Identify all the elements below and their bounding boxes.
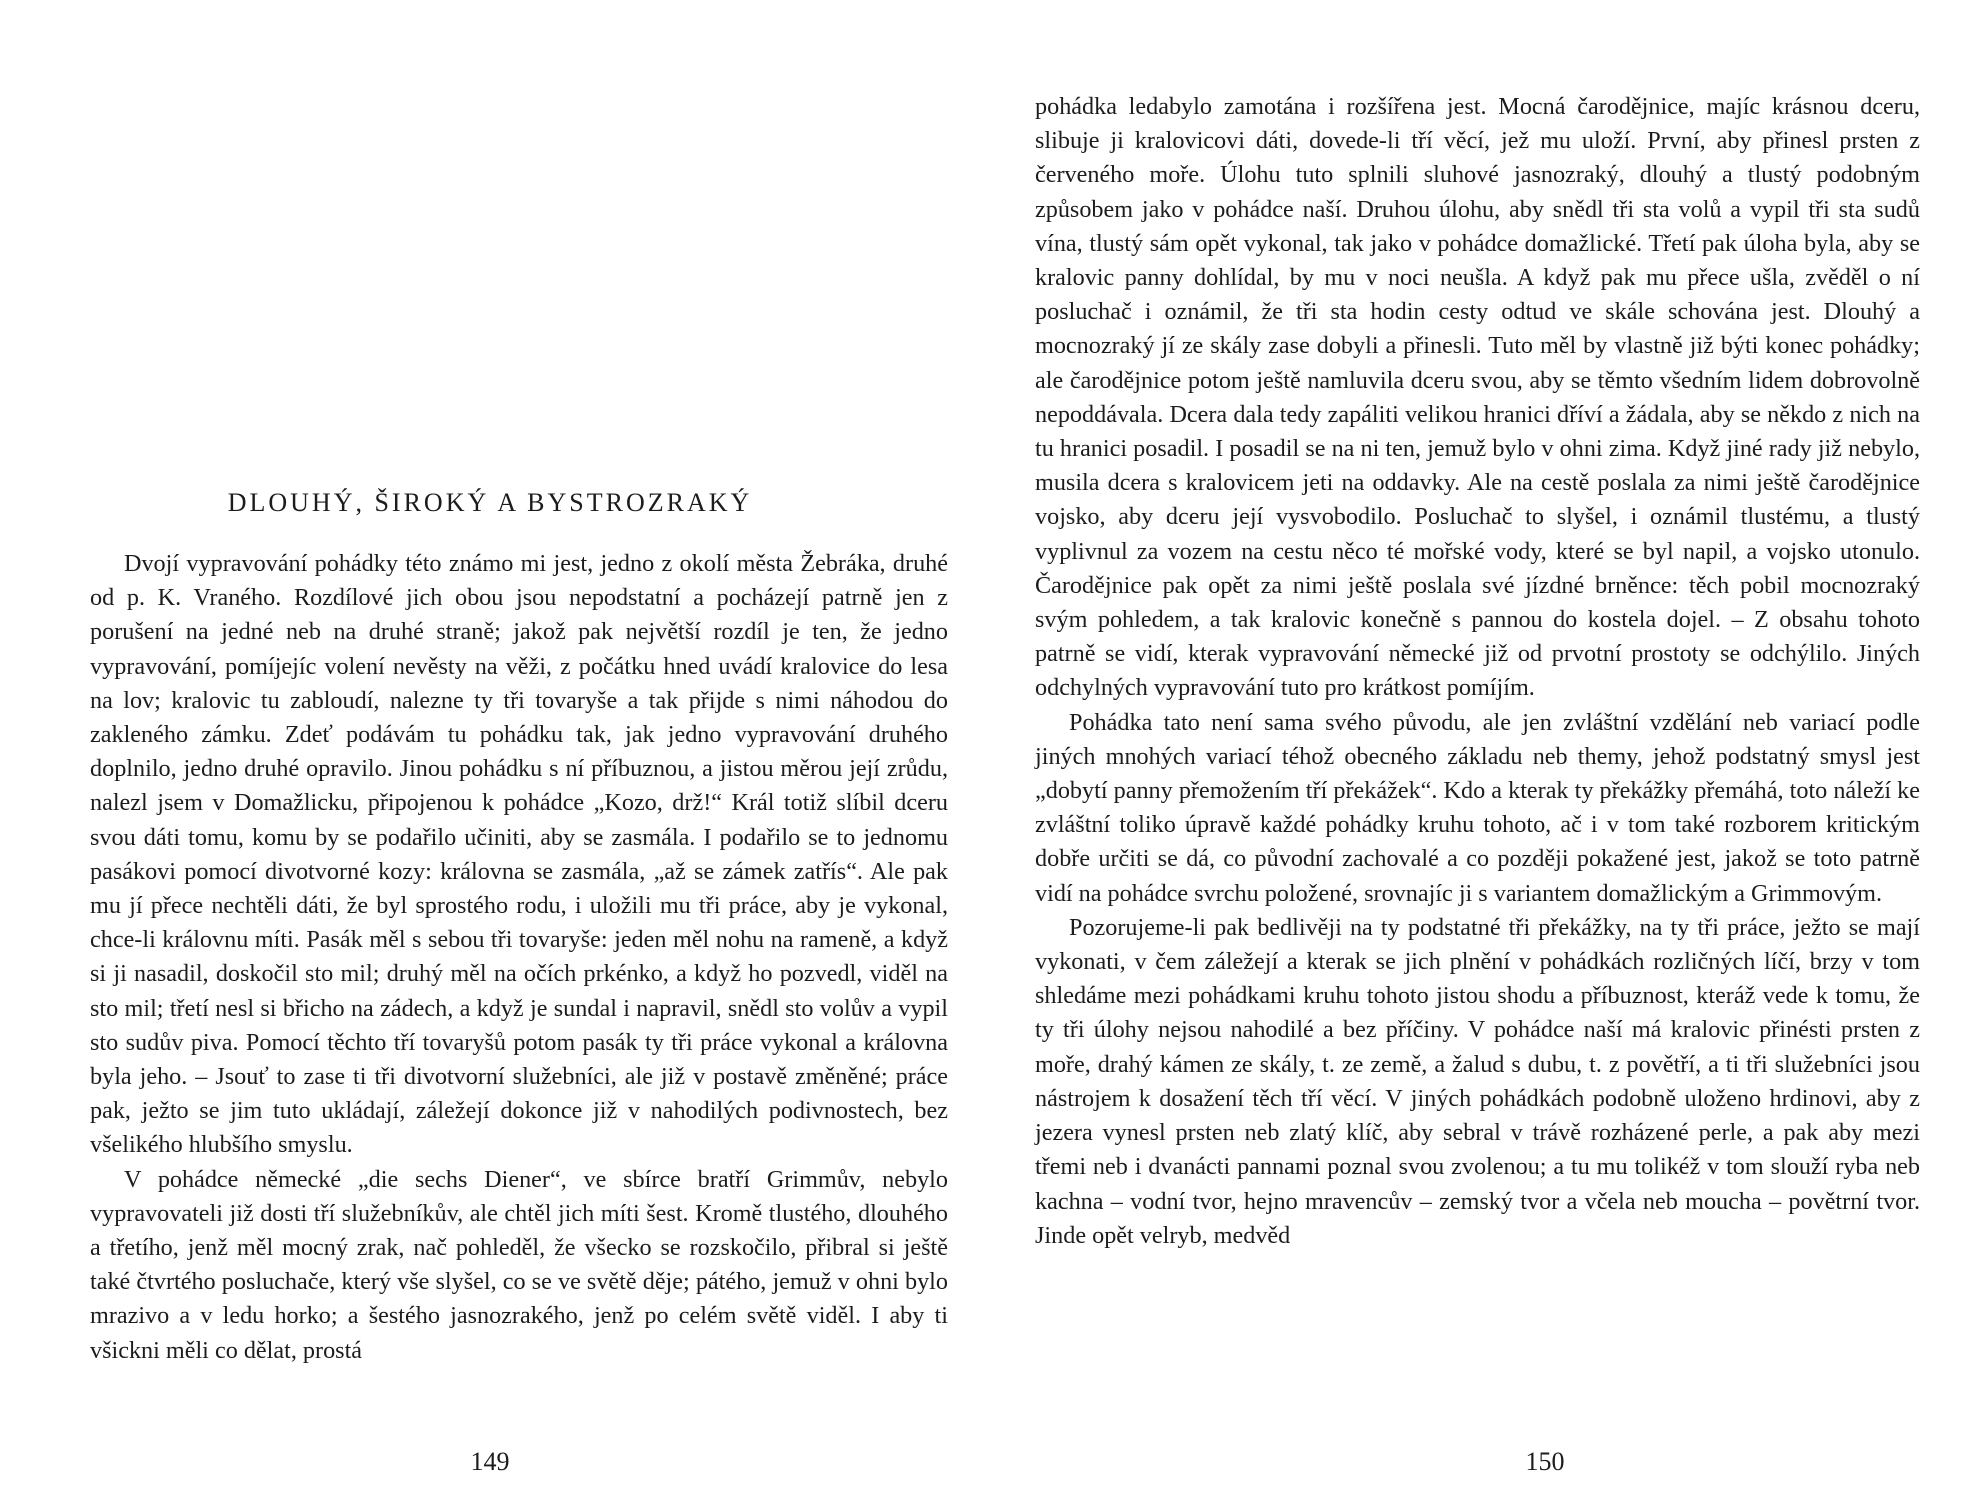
page-number: 149 bbox=[470, 1447, 510, 1476]
paragraph: Dvojí vypravování pohádky této známo mi jest, jedno z okolí města Žebráka, druhé od p. K. Vraného. Rozdílové jich obou jsou nepodstatní a pocházejí patrně jen z porušení na jedné neb na druhé straně; jakož pak největší rozdíl je ten, že jedno vypravování, pomíjejíc volení nevěsty na věži, z počátku hned uvádí kralovice do lesa na lov; kralovic tu zabloudí, nalezne ty tři tovaryše a tak přijde s nimi náhodou do zakleného zámku. Zdeť podávám tu pohádku tak, jak jedno vypravování druhého doplnilo, jedno druhé opravilo. Jinou pohádku s ní příbuznou, a jistou měrou její zrůdu, nalezl jsem v Domažlicku, připojenou k pohádce „Kozo, drž!“ Král totiž slíbil dceru svou dáti tomu, komu by se podařilo učiniti, aby se zasmála. I podařilo se to jednomu pasákovi pomocí divotvorné kozy: královna se zasmála, „až se zámek zatřís“. Ale pak mu jí přece nechtěli dáti, že byl sprostého rodu, i uložili mu tři práce, aby je vykonal, chce-li královnu míti. Pasák měl s sebou tři tovaryše: jeden měl nohu na rameně, a když si ji nasadil, doskočil sto mil; druhý měl na očích prkénko, a když ho pozvedl, viděl na sto mil; třetí nesl si břicho na zádech, a když je sundal i napravil, snědl sto volův a vypil sto sudův piva. Pomocí těchto tří tovaryšů potom pasák ty tři práce vykonal a královna byla jeho. – Jsouť to zase ti tři divotvorní služebníci, ale již v postavě změněné; práce pak, ježto se jim tuto ukládají, záležejí dokonce již v nahodilých podivnostech, bez všelikého hlubšího smyslu. bbox=[90, 550, 948, 1159]
paragraph: Pohádka tato není sama svého původu, ale jen zvláštní vzdělání neb variací podle jiných mnohých variací téhož obecného základu neb themy, jehož podstatný smysl jest „dobytí panny přemožením tří překážek“. Kdo a kterak ty překážky přemáhá, toto náleží ke zvláštní toliko úpravě každé pohádky kruhu tohoto, ač i v tom také rozborem kritickým dobře určiti se dá, co původní zachovalé a co později pokažené jest, jakož se toto patrně vidí na pohádce svrchu položené, srovnajíc ji s variantem domažlickým a Grimmovým. bbox=[1035, 708, 1920, 907]
left-page-text bbox=[90, 547, 948, 1368]
paragraph: pohádka ledabylo zamotána i rozšířena jest. Mocná čarodějnice, majíc krásnou dceru, slibuje ji kralovicovi dáti, dovede-li tří věcí, jež mu uloží. První, aby přinesl prsten z červeného moře. Úlohu tuto splnili sluhové jasnozraký, dlouhý a tlustý podobným způsobem jako v pohádce naší. Druhou úlohu, aby snědl tři sta volů a vypil tři sta sudů vína, tlustý sám opět vykonal, tak jako v pohádce domažlické. Třetí pak úloha byla, aby se kralovic panny dohlídal, by mu v noci neušla. A když pak mu přece ušla, zvěděl o ní posluchač i oznámil, že tři sta hodin cesty odtud ve skále schována jest. Dlouhý a mocnozraký jí ze skály zase dobyli a přinesli. Tuto měl by vlastně již býti konec pohádky; ale čarodějnice potom ještě namluvila dceru svou, aby se těmto všedním lidem dobrovolně nepoddávala. Dcera dala tedy zapáliti velikou hranici dříví a žádala, aby se někdo z nich na tu hranici posadil. I posadil se na ni ten, jemuž bylo v ohni zima. Když jiné rady již nebylo, musila dcera s kralovicem jeti na oddavky. Ale na cestě poslala za nimi ještě čarodějnice vojsko, aby dceru její vysvobodilo. Posluchač to slyšel, i oznámil tlustému, a tlustý vyplivnul za vozem na cestu něco té mořské vody, které se byl napil, a vojsko utonulo. Čarodějnice pak opět za nimi ještě poslala své jízdné brněnce: těch pobil mocnozraký svým pohledem, a tak kralovic konečně s pannou do kostela dojel. – Z obsahu tohoto patrně se vidí, kterak vypravování německé již od prvotní prostoty se odchýlilo. Jiných odchylných vypravování tuto pro krátkost pomíjím. bbox=[1035, 93, 1920, 702]
paragraph: V pohádce německé „die sechs Diener“, ve sbírce bratří Grimmův, nebylo vypravovateli již dosti tří služebníkův, ale chtěl jich míti šest. Kromě tlustého, dlouhého a třetího, jenž měl mocný zrak, nač pohleděl, že všecko se rozskočilo, přibral si ještě také čtvrtého posluchače, který vše slyšel, co se ve světě děje; pátého, jemuž v ohni bylo mrazivo a v ledu horko; a šestého jasnozrakého, jenž po celém světě viděl. I aby ti všickni měli co dělat, prostá bbox=[90, 1165, 948, 1364]
page-number: 150 bbox=[1525, 1447, 1565, 1476]
paragraph: Pozorujeme-li pak bedlivěji na ty podstatné tři překážky, na ty tři práce, ježto se mají vykonati, v čem záležejí a kterak se jich plnění v pohádkách rozličných líčí, brzy v tom shledáme mezi pohádkami kruhu tohoto jistou shodu a příbuznost, kteráž vede k tomu, že ty tři úlohy nejsou nahodilé a bez příčiny. V pohádce naší má kralovic přinésti prsten z moře, drahý kámen ze skály, t. ze země, a žalud s dubu, t. z povětří, a ti tři služebníci jsou nástrojem k dosažení těch tří věcí. V jiných pohádkách podobně uloženo hrdinovi, aby z jezera vynesl prsten neb zlatý klíč, aby sebral v trávě rozházené perle, a pak aby mezi třemi neb i dvanácti pannami poznal svou zvolenou; a tu mu tolikéž v tom slouží ryba neb kachna – vodní tvor, hejno mravencův – zemský tvor a včela neb moucha – povětrní tvor. Jinde opět velryb, medvěd bbox=[1035, 913, 1920, 1249]
chapter-title: DLOUHÝ, ŠIROKÝ A BYSTROZRAKÝ bbox=[227, 488, 753, 517]
right-page bbox=[985, 0, 1970, 1500]
right-page-text bbox=[1035, 90, 1920, 1253]
